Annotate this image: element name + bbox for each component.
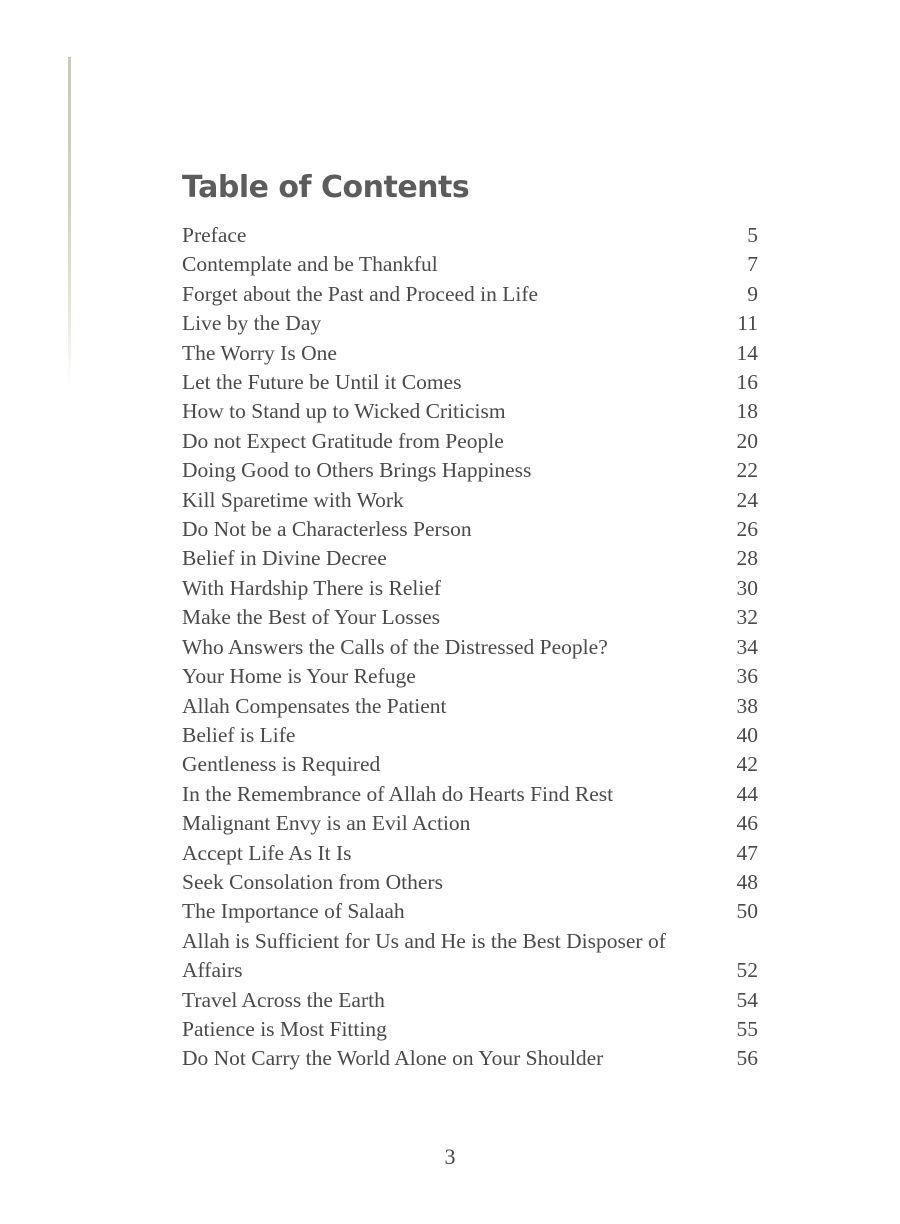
toc-entry — [182, 280, 758, 309]
toc-entry-title: Who Answers the Calls of the Distressed People? — [182, 634, 608, 659]
toc-entry-page: 52 — [736, 958, 758, 983]
toc-entry-page: 48 — [736, 869, 758, 894]
toc-entry-page: 36 — [736, 664, 758, 689]
toc-entry — [182, 574, 758, 603]
toc-entry-title: Travel Across the Earth — [182, 987, 385, 1012]
toc-entry-title: Allah is Sufficient for Us and He is the Best Disposer of Affairs — [182, 928, 666, 983]
toc-entry-page: 30 — [736, 575, 758, 600]
toc-entry — [182, 662, 758, 691]
toc-entry-page: 14 — [736, 340, 758, 365]
toc-entry-title: Do Not be a Characterless Person — [182, 517, 472, 542]
toc-entry — [182, 339, 758, 368]
toc-entry — [182, 397, 758, 426]
toc-entry-page: 18 — [736, 399, 758, 424]
toc-entry-page: 40 — [736, 722, 758, 747]
toc-entry — [182, 515, 758, 544]
toc-entry-page: 42 — [736, 752, 758, 777]
toc-entry — [182, 721, 758, 750]
toc-entry-title: Malignant Envy is an Evil Action — [182, 811, 471, 836]
toc-entry-page: 56 — [736, 1046, 758, 1071]
toc-entry-title: Gentleness is Required — [182, 752, 381, 777]
toc-entry — [182, 692, 758, 721]
binding-edge-line — [68, 57, 71, 387]
toc-entry-page: 55 — [736, 1016, 758, 1041]
toc-entry-title: Live by the Day — [182, 311, 322, 336]
page-number: 3 — [444, 1144, 456, 1169]
toc-entry-title: Contemplate and be Thankful — [182, 252, 438, 277]
toc-entry — [182, 868, 758, 897]
toc-entry — [182, 633, 758, 662]
toc-entry-title: Accept Life As It Is — [182, 840, 352, 865]
page-title: Table of Contents — [182, 170, 470, 205]
toc-entry-title: Kill Sparetime with Work — [182, 487, 404, 512]
toc-entry — [182, 809, 758, 838]
toc-entry-page: 26 — [736, 517, 758, 542]
toc-entry — [182, 427, 758, 456]
toc-entry-title: Preface — [182, 223, 247, 247]
toc-entry — [182, 1044, 758, 1073]
toc-entry-title: Seek Consolation from Others — [182, 869, 443, 894]
toc-entry — [182, 309, 758, 338]
toc-entry-title: The Worry Is One — [182, 340, 337, 365]
toc-entry-title: Doing Good to Others Brings Happiness — [182, 458, 532, 483]
toc-entry-page: 50 — [736, 899, 758, 924]
toc-entry-page: 20 — [736, 428, 758, 453]
toc-entry-title: How to Stand up to Wicked Criticism — [182, 399, 506, 424]
toc-entry-title: Let the Future be Until it Comes — [182, 370, 462, 395]
toc-entry-page: 44 — [736, 781, 758, 806]
toc-entry — [182, 839, 758, 868]
toc-entry-title: Allah Compensates the Patient — [182, 693, 447, 718]
toc-entry-title: In the Remembrance of Allah do Hearts Find Rest — [182, 781, 614, 806]
toc-entry-page: 34 — [736, 634, 758, 659]
toc-entry-title: Make the Best of Your Losses — [182, 605, 440, 630]
toc-entry — [182, 456, 758, 485]
toc-entry-page: 9 — [747, 281, 758, 306]
toc-entry-title: The Importance of Salaah — [182, 899, 405, 924]
toc-entry — [182, 927, 758, 986]
toc-entry — [182, 486, 758, 515]
toc-entry-page: 47 — [736, 840, 758, 865]
table-of-contents — [182, 221, 758, 1074]
toc-entry — [182, 544, 758, 573]
toc-entry — [182, 250, 758, 279]
toc-entry-page: 11 — [737, 311, 758, 336]
toc-entry-title: Do Not Carry the World Alone on Your Shoulder — [182, 1046, 604, 1071]
toc-entry-page: 24 — [736, 487, 758, 512]
toc-entry-page: 7 — [747, 252, 758, 277]
toc-entry-title: Belief is Life — [182, 722, 296, 747]
toc-entry-page: 16 — [736, 370, 758, 395]
toc-entry — [182, 221, 758, 250]
toc-entry — [182, 750, 758, 779]
toc-entry-page: 5 — [747, 223, 758, 247]
toc-entry-title: Do not Expect Gratitude from People — [182, 428, 504, 453]
toc-entry — [182, 986, 758, 1015]
toc-entry — [182, 780, 758, 809]
toc-entry — [182, 897, 758, 926]
toc-entry-title: With Hardship There is Relief — [182, 575, 442, 600]
toc-entry-title: Forget about the Past and Proceed in Life — [182, 281, 539, 306]
toc-entry-page: 54 — [736, 987, 758, 1012]
toc-entry-page: 32 — [736, 605, 758, 630]
toc-entry-page: 28 — [736, 546, 758, 571]
toc-entry-page: 46 — [736, 811, 758, 836]
toc-entry-title: Belief in Divine Decree — [182, 546, 387, 571]
toc-entry-title: Patience is Most Fitting — [182, 1016, 387, 1041]
toc-entry — [182, 1015, 758, 1044]
toc-entry — [182, 368, 758, 397]
toc-entry-title: Your Home is Your Refuge — [182, 664, 416, 689]
toc-entry — [182, 603, 758, 632]
toc-entry-page: 38 — [736, 693, 758, 718]
toc-entry-page: 22 — [736, 458, 758, 483]
